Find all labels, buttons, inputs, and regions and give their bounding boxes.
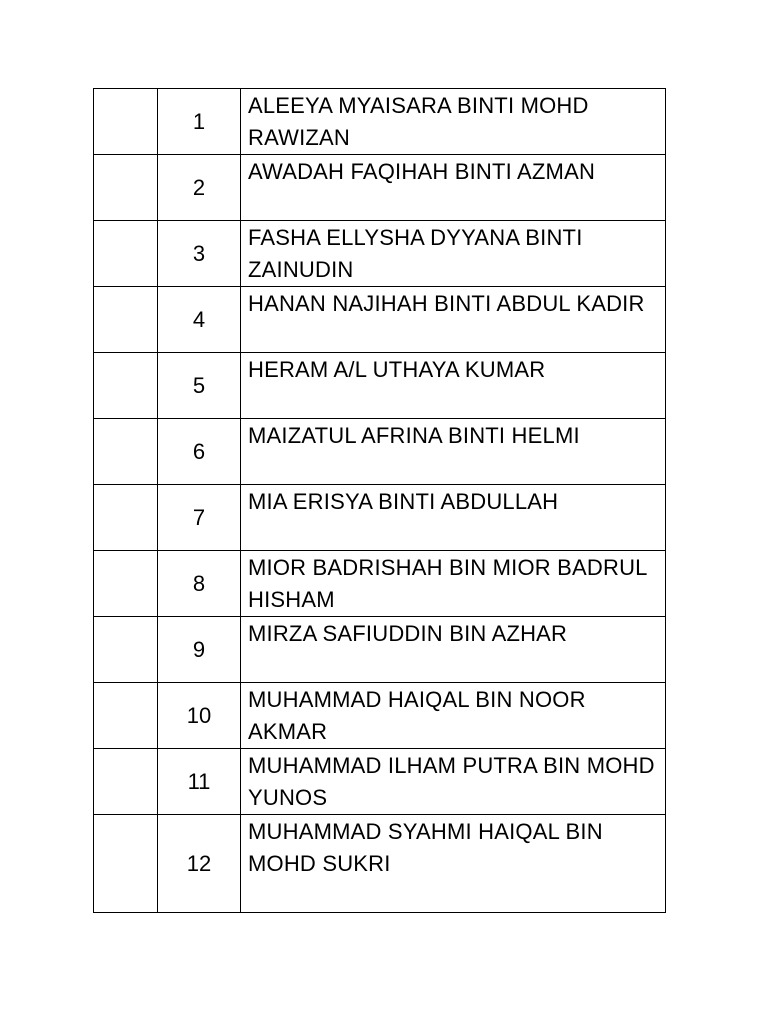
student-name: FASHA ELLYSHA DYYANA BINTI ZAINUDIN [241, 221, 666, 287]
table-row [94, 155, 666, 221]
blank-cell [94, 353, 158, 419]
table-row [94, 749, 666, 815]
student-name: MIRZA SAFIUDDIN BIN AZHAR [241, 617, 666, 683]
table-body [94, 89, 666, 913]
blank-cell [94, 419, 158, 485]
row-number: 8 [158, 551, 241, 617]
student-name: HANAN NAJIHAH BINTI ABDUL KADIR [241, 287, 666, 353]
student-name: ALEEYA MYAISARA BINTI MOHD RAWIZAN [241, 89, 666, 155]
table-row [94, 551, 666, 617]
blank-cell [94, 815, 158, 913]
student-name: MAIZATUL AFRINA BINTI HELMI [241, 419, 666, 485]
table-row [94, 287, 666, 353]
blank-cell [94, 485, 158, 551]
table-row [94, 683, 666, 749]
table-row [94, 485, 666, 551]
row-number: 12 [158, 815, 241, 913]
blank-cell [94, 683, 158, 749]
table-row [94, 617, 666, 683]
row-number: 7 [158, 485, 241, 551]
row-number: 11 [158, 749, 241, 815]
blank-cell [94, 617, 158, 683]
student-name: MIA ERISYA BINTI ABDULLAH [241, 485, 666, 551]
blank-cell [94, 155, 158, 221]
blank-cell [94, 551, 158, 617]
table-row [94, 419, 666, 485]
table-row [94, 221, 666, 287]
student-name: AWADAH FAQIHAH BINTI AZMAN [241, 155, 666, 221]
table-row [94, 815, 666, 913]
blank-cell [94, 749, 158, 815]
row-number: 6 [158, 419, 241, 485]
row-number: 1 [158, 89, 241, 155]
row-number: 5 [158, 353, 241, 419]
table-row [94, 353, 666, 419]
row-number: 4 [158, 287, 241, 353]
table-row [94, 89, 666, 155]
student-name: MUHAMMAD ILHAM PUTRA BIN MOHD YUNOS [241, 749, 666, 815]
blank-cell [94, 221, 158, 287]
row-number: 9 [158, 617, 241, 683]
name-list-table [93, 88, 666, 913]
blank-cell [94, 287, 158, 353]
row-number: 2 [158, 155, 241, 221]
student-name: MUHAMMAD SYAHMI HAIQAL BIN MOHD SUKRI [241, 815, 666, 913]
student-name: HERAM A/L UTHAYA KUMAR [241, 353, 666, 419]
row-number: 3 [158, 221, 241, 287]
student-name: MUHAMMAD HAIQAL BIN NOOR AKMAR [241, 683, 666, 749]
blank-cell [94, 89, 158, 155]
student-name: MIOR BADRISHAH BIN MIOR BADRUL HISHAM [241, 551, 666, 617]
row-number: 10 [158, 683, 241, 749]
